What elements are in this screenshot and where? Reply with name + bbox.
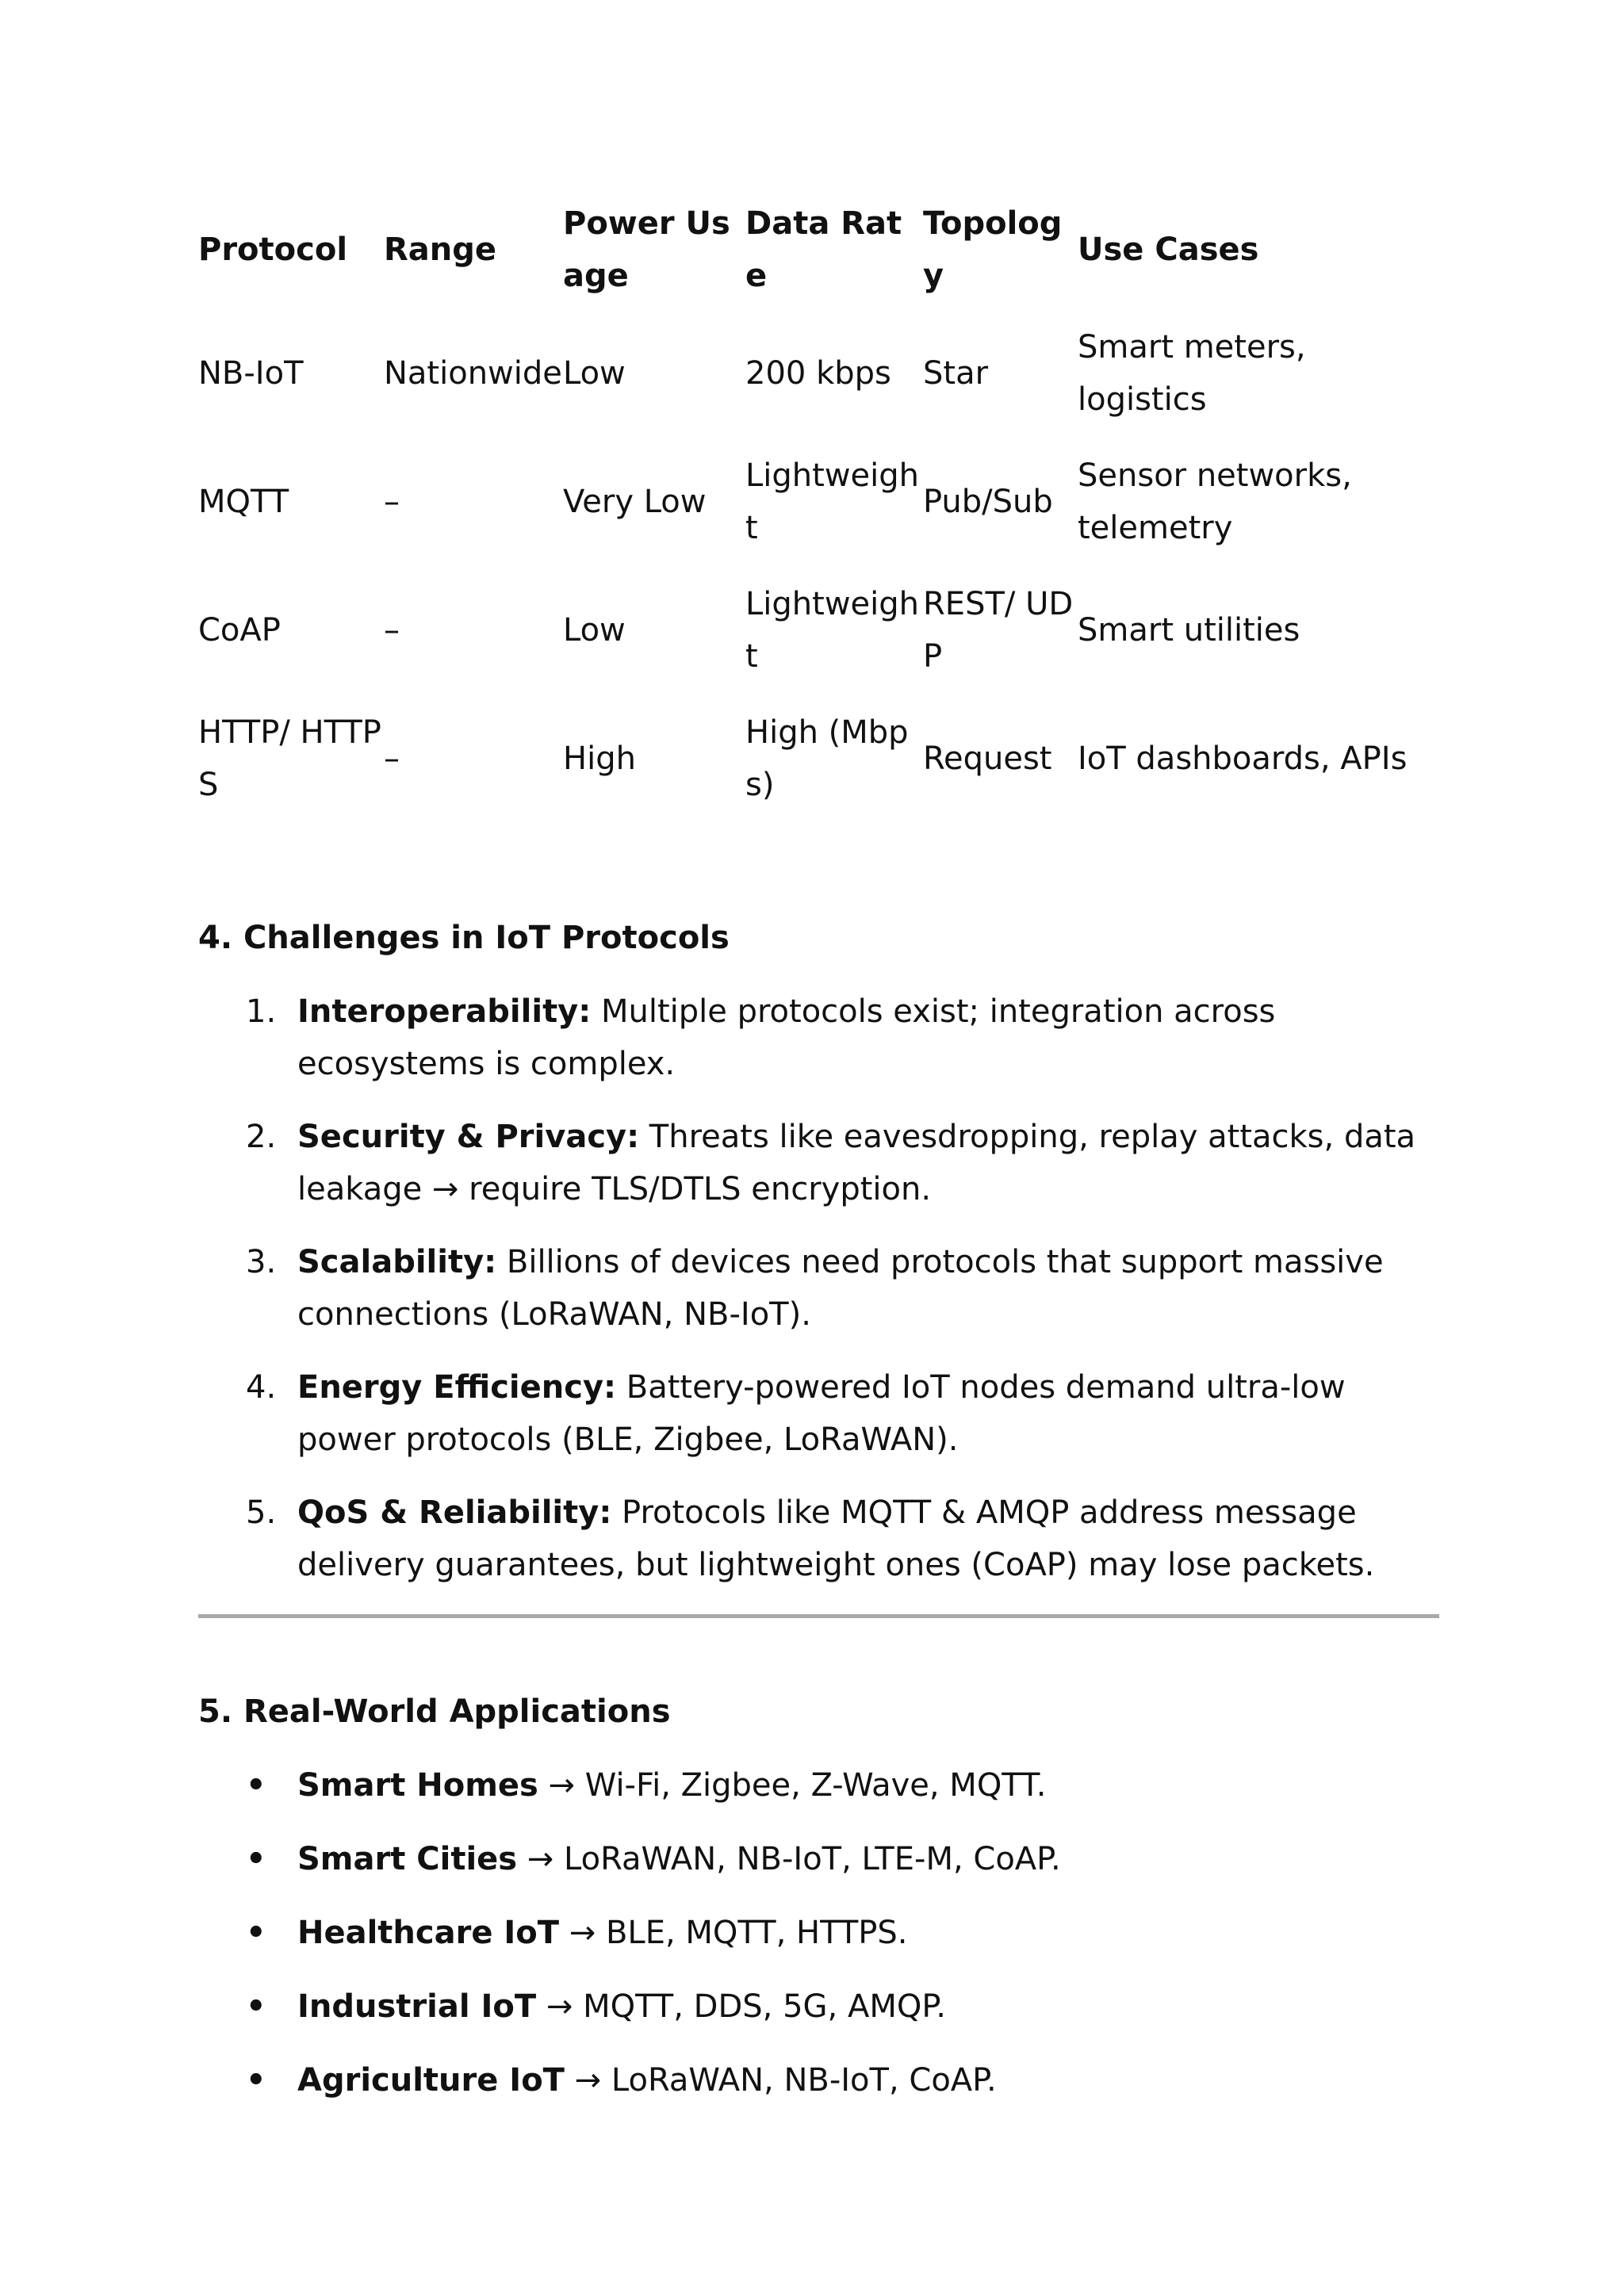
protocol-comparison-table xyxy=(198,190,1435,823)
list-item-term: Healthcare IoT xyxy=(297,1915,560,1951)
list-number: 4. xyxy=(246,1369,277,1406)
table-cell: MQTT xyxy=(198,484,289,520)
table-row xyxy=(198,438,1435,566)
list-item-text: → BLE, MQTT, HTTPS. xyxy=(559,1915,908,1951)
list-item xyxy=(198,1907,1435,1959)
header-power-usage: Power Usage xyxy=(563,205,730,294)
list-item xyxy=(198,1236,1435,1341)
list-item-text: Multiple protocols exist; integration across ecosystems is complex. xyxy=(297,993,1276,1082)
table-cell: – xyxy=(384,740,400,777)
header-topology: Topology xyxy=(923,205,1063,294)
list-item-term: Industrial IoT xyxy=(297,1988,537,2025)
table-cell: Smart utilities xyxy=(1078,612,1300,649)
table-cell: High xyxy=(563,740,636,777)
list-item-text: Protocols like MQTT & AMQP address message delivery guarantees, but lightweight ones (CoAP) may lose packets. xyxy=(297,1494,1375,1583)
table-row xyxy=(198,566,1435,695)
list-item xyxy=(198,1111,1435,1215)
list-item-term: Smart Homes xyxy=(297,1767,538,1804)
applications-list xyxy=(198,1759,1435,2128)
list-item-term: Interoperability: xyxy=(297,993,592,1030)
table-cell: Smart meters, logistics xyxy=(1078,329,1306,418)
table-cell: IoT dashboards, APIs xyxy=(1078,740,1408,777)
list-item-text: → LoRaWAN, NB-IoT, CoAP. xyxy=(564,2062,997,2099)
table-header-row xyxy=(198,190,1435,309)
table-row xyxy=(198,309,1435,438)
list-item-term: Energy Efficiency: xyxy=(297,1369,617,1406)
table-cell: Request xyxy=(923,740,1052,777)
list-item-text: → LoRaWAN, NB-IoT, LTE-M, CoAP. xyxy=(517,1841,1061,1877)
list-item xyxy=(198,1759,1435,1812)
list-item xyxy=(198,1980,1435,2033)
bullet-icon: • xyxy=(246,1988,266,2025)
bullet-icon: • xyxy=(246,1767,266,1804)
table-cell: 200 kbps xyxy=(745,355,891,392)
list-item-text: Threats like eavesdropping, replay attacks, data leakage → require TLS/DTLS encryption. xyxy=(297,1119,1416,1207)
list-item xyxy=(198,2054,1435,2107)
list-item-term: Security & Privacy: xyxy=(297,1119,640,1155)
table-cell: Very Low xyxy=(563,484,707,520)
bullet-icon: • xyxy=(246,2062,266,2099)
header-range: Range xyxy=(384,232,497,268)
table-cell: Lightweight xyxy=(745,586,920,675)
table-cell: Nationwide xyxy=(384,355,562,392)
table-cell: CoAP xyxy=(198,612,281,649)
header-use-cases: Use Cases xyxy=(1078,232,1259,268)
list-number: 1. xyxy=(246,993,277,1030)
bullet-icon: • xyxy=(246,1915,266,1951)
section-divider xyxy=(198,1614,1439,1618)
list-item-term: QoS & Reliability: xyxy=(297,1494,612,1531)
applications-heading: 5. Real-World Applications xyxy=(198,1693,671,1730)
table-cell: HTTP/ HTTPS xyxy=(198,714,381,803)
table-cell: Star xyxy=(923,355,989,392)
bullet-icon: • xyxy=(246,1841,266,1877)
list-item-text: → MQTT, DDS, 5G, AMQP. xyxy=(536,1988,946,2025)
list-item-text: Battery-powered IoT nodes demand ultra-low power protocols (BLE, Zigbee, LoRaWAN). xyxy=(297,1369,1346,1458)
challenges-list xyxy=(198,985,1435,1612)
table-cell: Low xyxy=(563,612,626,649)
table-cell: – xyxy=(384,484,400,520)
header-protocol: Protocol xyxy=(198,232,348,268)
table-row xyxy=(198,695,1435,823)
table-cell: Lightweight xyxy=(745,457,920,546)
list-item-term: Agriculture IoT xyxy=(297,2062,565,2099)
table-cell: NB-IoT xyxy=(198,355,304,392)
list-item-text: → Wi-Fi, Zigbee, Z-Wave, MQTT. xyxy=(538,1767,1047,1804)
table-cell: High (Mbps) xyxy=(745,714,909,803)
challenges-heading: 4. Challenges in IoT Protocols xyxy=(198,920,730,956)
table-cell: Low xyxy=(563,355,626,392)
table-cell: Pub/Sub xyxy=(923,484,1053,520)
list-item xyxy=(198,1487,1435,1591)
table-cell: Sensor networks, telemetry xyxy=(1078,457,1352,546)
document-page xyxy=(198,0,1435,2296)
list-item-term: Smart Cities xyxy=(297,1841,518,1877)
header-data-rate: Data Rate xyxy=(745,205,902,294)
list-number: 5. xyxy=(246,1494,277,1531)
list-number: 2. xyxy=(246,1119,277,1155)
table-cell: REST/ UDP xyxy=(923,586,1074,675)
list-number: 3. xyxy=(246,1244,277,1280)
list-item xyxy=(198,1833,1435,1885)
list-item-term: Scalability: xyxy=(297,1244,497,1280)
list-item-text: Billions of devices need protocols that support massive connections (LoRaWAN, NB-IoT). xyxy=(297,1244,1384,1333)
list-item xyxy=(198,1361,1435,1466)
list-item xyxy=(198,985,1435,1090)
table-cell: – xyxy=(384,612,400,649)
